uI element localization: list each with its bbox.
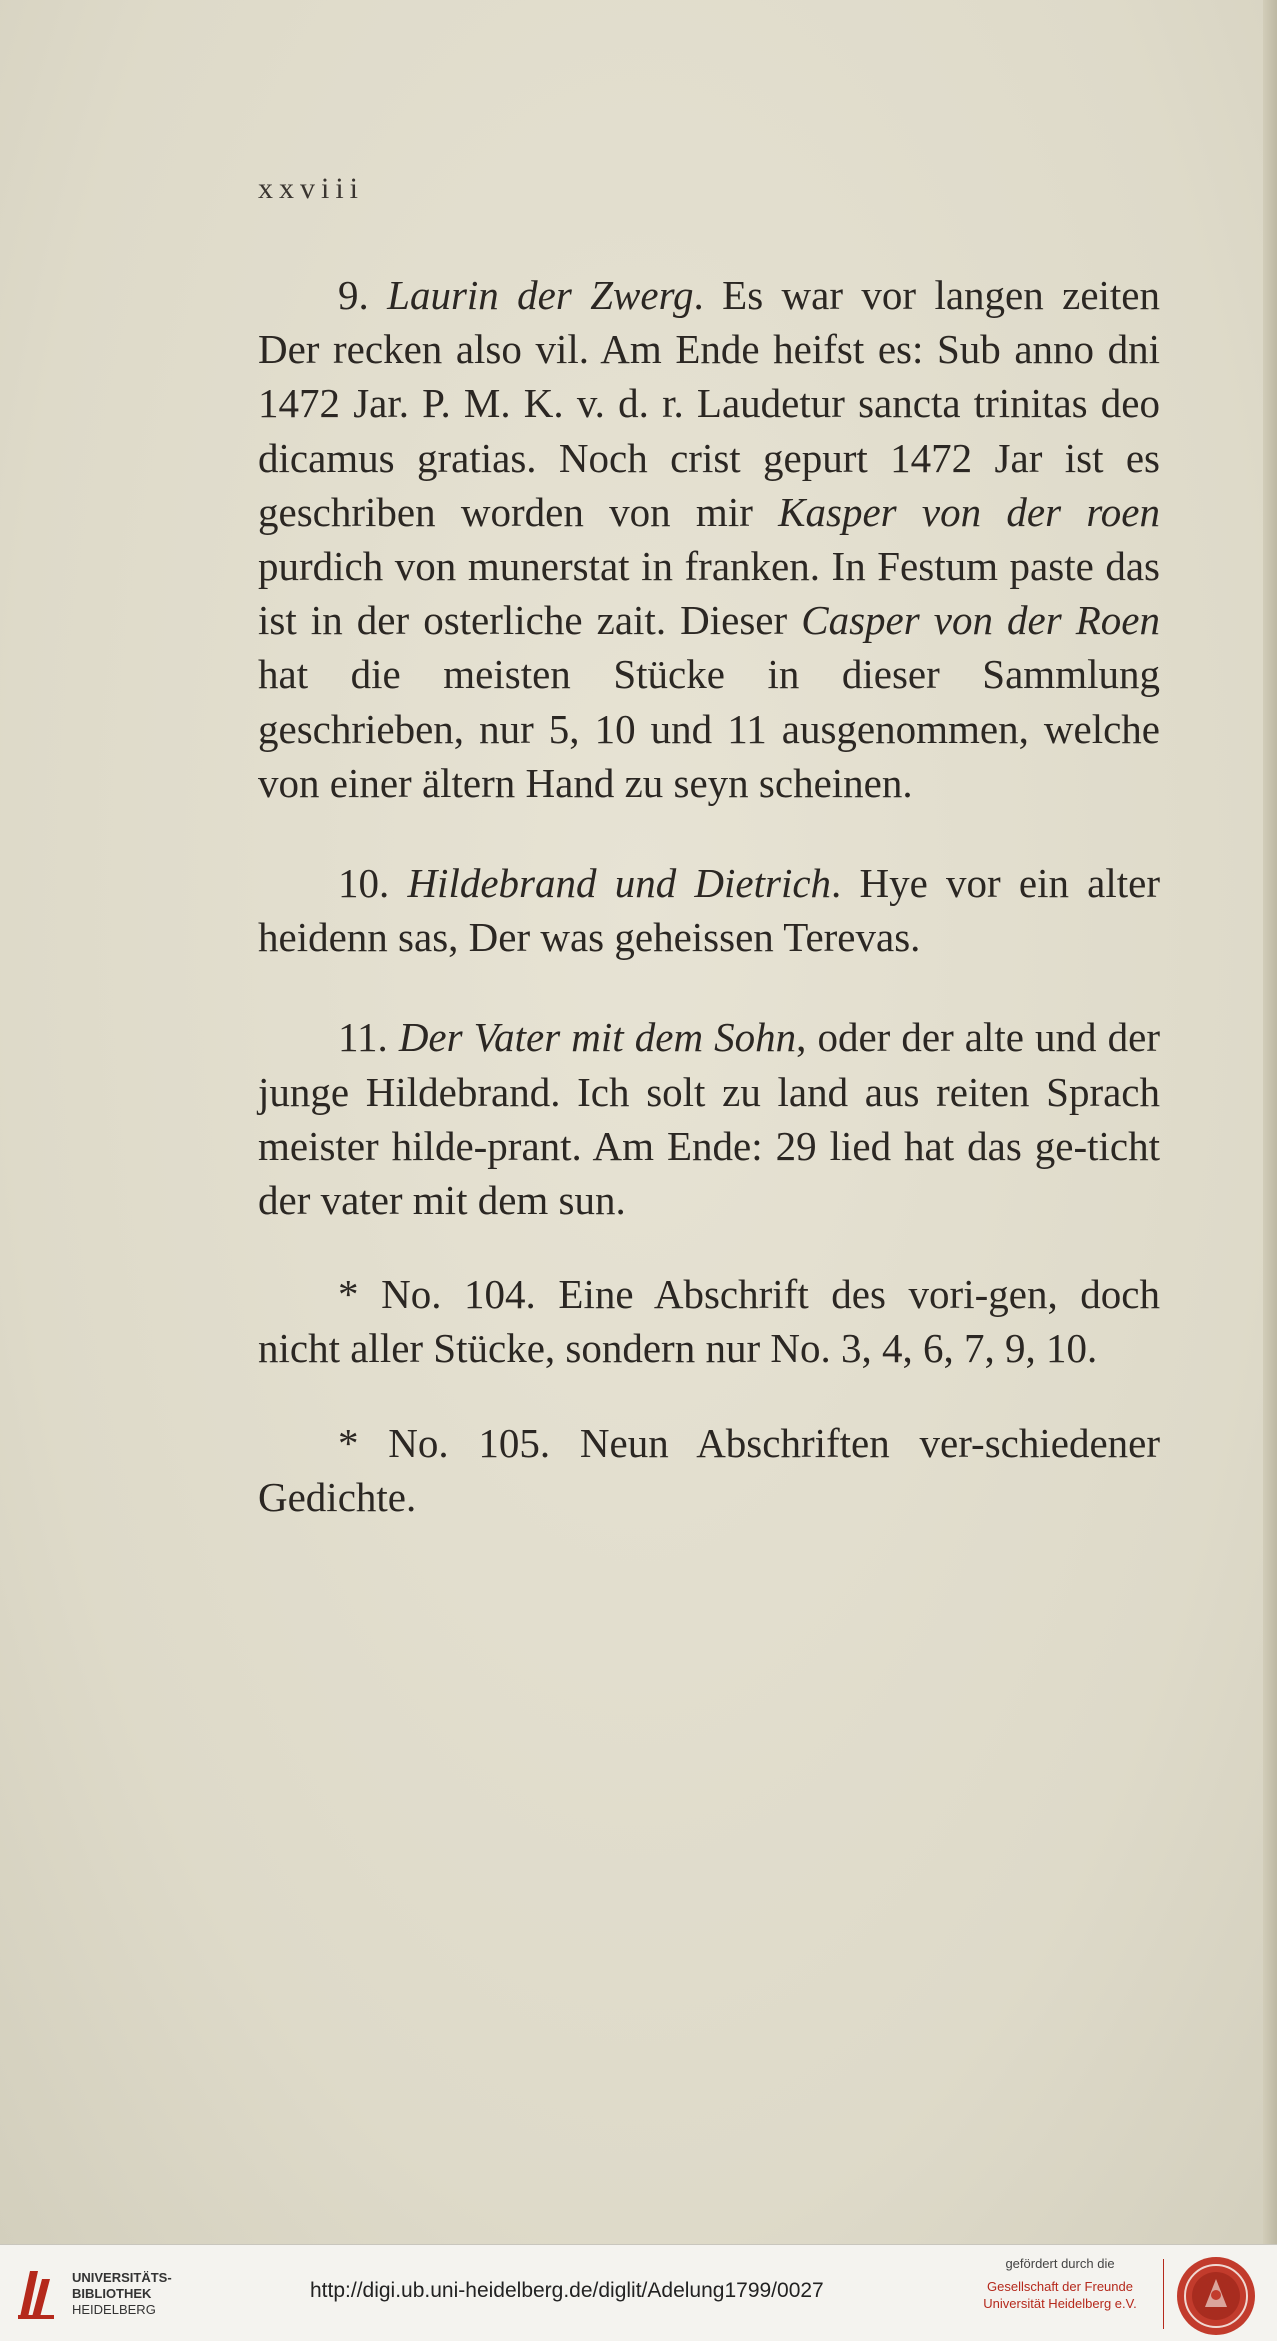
page-number-header: xxviii xyxy=(258,172,365,205)
text-segment: 10. xyxy=(338,860,408,907)
sponsor-org-line-2[interactable]: Universität Heidelberg e.V. xyxy=(983,2296,1137,2311)
sponsor-credit xyxy=(960,2255,1160,2312)
page-edge xyxy=(1263,0,1277,2244)
sponsor-divider xyxy=(1163,2259,1164,2329)
title-segment: Der Vater mit dem Sohn xyxy=(398,1014,797,1061)
page-body xyxy=(258,268,1160,1524)
text-segment: 11. xyxy=(338,1014,399,1061)
library-name-line-2: BIBLIOTHEK xyxy=(72,2286,152,2301)
text-segment: . Hye vor ein alter heidenn sas, Der was geheissen Terevas. xyxy=(258,860,1160,961)
permalink-url[interactable]: http://digi.ub.uni-heidelberg.de/diglit/Adelung1799/0027 xyxy=(310,2279,824,2302)
library-name-line-3: HEIDELBERG xyxy=(72,2302,156,2317)
paragraph-item-10 xyxy=(258,856,1160,964)
text-segment: 9. xyxy=(338,272,388,318)
text-segment: purdich von munerstat in franken. In Festum paste das ist in der osterliche zait. Dieser xyxy=(258,543,1160,644)
library-name-line-1: UNIVERSITÄTS- xyxy=(72,2270,172,2285)
sponsor-lead: gefördert durch die xyxy=(1005,2256,1115,2271)
title-segment: Laurin der Zwerg xyxy=(387,272,694,318)
paragraph-item-11 xyxy=(258,1010,1160,1227)
university-library-logo-icon[interactable] xyxy=(14,2265,58,2321)
paragraph-no-105 xyxy=(258,1416,1160,1524)
name-segment: Casper von der Roen xyxy=(801,597,1160,644)
university-seal-icon[interactable] xyxy=(1175,2255,1257,2337)
sponsor-org-line-1[interactable]: Gesellschaft der Freunde xyxy=(987,2279,1133,2294)
library-name xyxy=(72,2270,172,2318)
text-segment: , oder der alte und der junge Hildebrand. Ich solt zu land aus reiten Sprach meister hilde-prant. Am Ende: 29 lied hat das ge-ticht der vater mit dem sun. xyxy=(258,1014,1160,1224)
text-segment: * No. 105. Neun Abschriften ver-schiedener Gedichte. xyxy=(258,1419,1160,1520)
title-segment: Hildebrand und Dietrich xyxy=(407,860,832,907)
viewer-footer xyxy=(0,2244,1277,2341)
name-segment: Kasper von der roen xyxy=(778,488,1160,535)
paragraph-no-104 xyxy=(258,1267,1160,1375)
text-segment: hat die meisten Stücke in dieser Sammlung geschrieben, nur 5, 10 und 11 ausgenommen, welche von einer ältern Hand zu seyn scheinen. xyxy=(258,651,1160,806)
text-segment: * No. 104. Eine Abschrift des vori-gen, doch nicht aller Stücke, sondern nur No. 3, 4, 6, 7, 9, 10. xyxy=(258,1271,1160,1372)
paragraph-item-9 xyxy=(258,268,1160,810)
text-segment: . Es war vor langen zeiten Der recken also vil. Am Ende heifst es: Sub anno dni 1472 Jar. P. M. K. v. d. r. Laudetur sancta trinitas deo dicamus gratias. Noch crist gepurt 1472 Jar ist es geschriben worden von mir xyxy=(258,272,1160,535)
